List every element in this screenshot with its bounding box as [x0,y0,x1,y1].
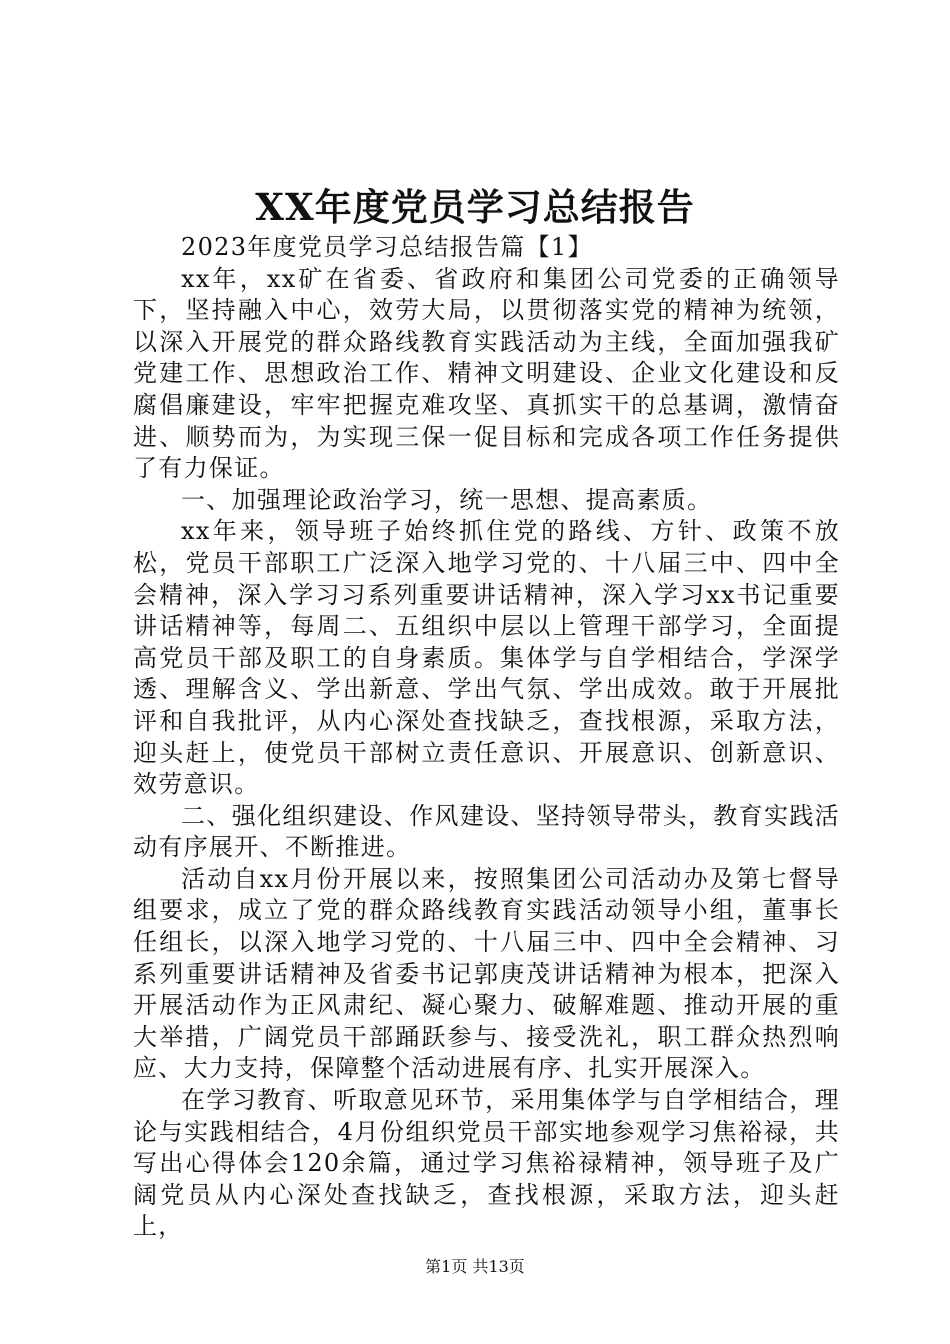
paragraph: 活动自xx月份开展以来，按照集团公司活动办及第七督导组要求，成立了党的群众路线教育实践活动领导小组，董事长任组长，以深入地学习党的、十八届三中、四中全会精神、习系列重要讲话精神及省委书记郭庚茂讲话精神为根本，把深入开展活动作为正风肃纪、凝心聚力、破解难题、推动开展的重大举措，广阔党员干部踊跃参与、接受洗礼，职工群众热烈响应、大力支持，保障整个活动进展有序、扎实开展深入。 [133,864,840,1083]
page-number-footer: 第1页 共13页 [425,1257,525,1276]
document-title: XX年度党员学习总结报告 [255,185,695,229]
section-heading: 二、强化组织建设、作风建设、坚持领导带头，教育实践活动有序展开、不断推进。 [133,801,840,862]
paragraph: xx年，xx矿在省委、省政府和集团公司党委的正确领导下，坚持融入中心，效劳大局，以贯彻落实党的精神为统领，以深入开展党的群众路线教育实践活动为主线，全面加强我矿党建工作、思想政治工作、精神文明建设、企业文化建设和反腐倡廉建设，牢牢把握克难攻坚、真抓实干的总基调，激情奋进、顺势而为，为实现三保一促目标和完成各项工作任务提供了有力保证。 [133,264,840,483]
section-heading: 2023年度党员学习总结报告篇【1】 [181,233,593,261]
document-body [133,232,840,1243]
paragraph: xx年来，领导班子始终抓住党的路线、方针、政策不放松，党员干部职工广泛深入地学习党的、十八届三中、四中全会精神，深入学习习系列重要讲话精神，深入学习xx书记重要讲话精神等，每周二、五组织中层以上管理干部学习，全面提高党员干部及职工的自身素质。集体学与自学相结合，学深学透、理解含义、学出新意、学出气氛、学出成效。敢于开展批评和自我批评，从内心深处查找缺乏，查找根源，采取方法，迎头赶上，使党员干部树立责任意识、开展意识、创新意识、效劳意识。 [133,517,840,799]
section-heading: 一、加强理论政治学习，统一思想、提高素质。 [181,485,713,514]
paragraph: 在学习教育、听取意见环节，采用集体学与自学相结合，理论与实践相结合，4月份组织党员干部实地参观学习焦裕禄，共写出心得体会120余篇，通过学习焦裕禄精神，领导班子及广阔党员从内心深处查找缺乏，查找根源，采取方法，迎头赶上， [133,1086,840,1241]
